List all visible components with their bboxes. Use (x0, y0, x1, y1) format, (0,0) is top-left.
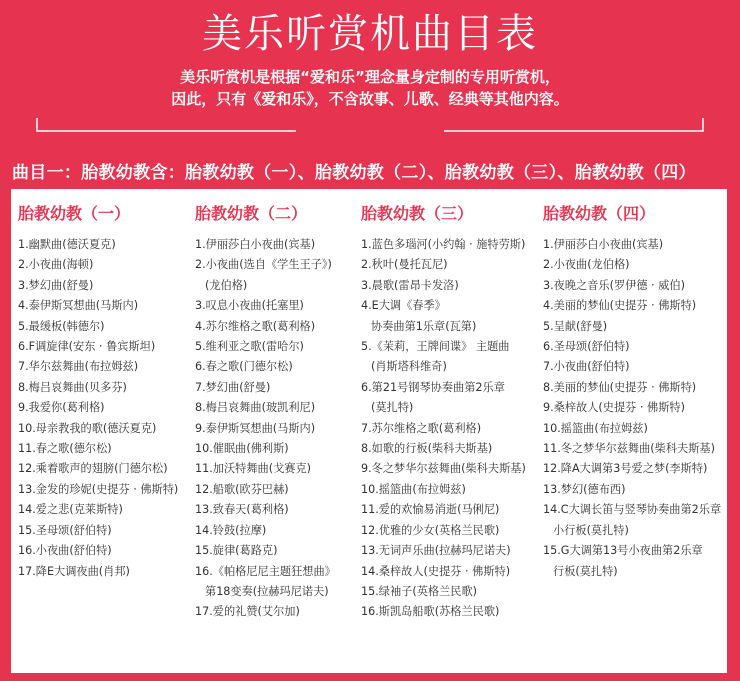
track-item: 第18变奏(拉赫玛尼诺夫) (205, 584, 329, 598)
track-item: 14.桑梓故人(史提芬 · 佛斯特) (361, 564, 511, 578)
track-item: 1.伊丽莎白小夜曲(宾基) (543, 238, 664, 251)
track-item: (莫扎特) (371, 401, 414, 415)
track-item: 8.美丽的梦仙(史提芬 · 佛斯特) (543, 380, 697, 394)
track-item: 7.梦幻曲(舒曼) (195, 380, 271, 394)
track-item: 12.降A大调第3号爱之梦(李斯特) (543, 462, 708, 476)
track-item: 3.晨歌(雷昂卡发洛) (361, 278, 459, 292)
track-item: 1.幽默曲(德沃夏克) (18, 238, 116, 251)
track-item: 2.小夜曲(海顿) (18, 258, 94, 272)
track-item: 1.伊丽莎白小夜曲(宾基) (195, 238, 316, 251)
track-item: 10.母亲教我的歌(德沃夏克) (18, 421, 157, 435)
track-item: 小行板(莫扎特) (553, 523, 629, 537)
track-list (195, 235, 360, 623)
track-item: 15.绿袖子(英格兰民歌) (361, 584, 478, 598)
track-item: 11.冬之梦华尔兹舞曲(柴科夫斯基) (543, 442, 715, 456)
track-item: 10.催眠曲(佛利斯) (195, 442, 289, 456)
track-item: 协奏曲第1乐章(瓦第) (371, 319, 477, 333)
track-item: 4.美丽的梦仙(史提芬 · 佛斯特) (543, 299, 697, 313)
track-item: 5.最缓板(韩德尔) (18, 319, 105, 333)
track-item: 3.梦幻曲(舒曼) (18, 278, 94, 292)
track-item: 14.C大调长笛与竖琴协奏曲第2乐章 (543, 503, 722, 517)
track-item: 12.船歌(欧芬巴赫) (195, 482, 289, 496)
track-item: 17.爱的礼赞(艾尔加) (195, 605, 300, 619)
section-heading: 曲目一：胎教幼教含：胎教幼教（一）、胎教幼教（二）、胎教幼教（三）、胎教幼教（四） (12, 163, 696, 183)
track-item: 8.如歌的行板(柴科夫斯基) (361, 442, 493, 456)
track-item: 行板(莫扎特) (553, 564, 618, 578)
track-item: 5.《茉莉，王牌间谍》 主题曲 (361, 340, 510, 354)
track-item: 9.泰伊斯冥想曲(马斯内) (195, 421, 316, 435)
track-item: 6.圣母颂(舒伯特) (543, 340, 630, 354)
track-item: 16.斯凯岛船歌(苏格兰民歌) (361, 605, 500, 619)
column-title: 胎教幼教（一） (18, 204, 131, 223)
track-item: 17.降E大调夜曲(肖邦) (18, 564, 130, 578)
track-item: 15.旋律(葛路克) (195, 544, 278, 558)
track-item: 7.小夜曲(舒伯特) (543, 360, 630, 374)
track-item: 9.我爱你(葛利格) (18, 401, 105, 415)
track-item: 16.小夜曲(舒伯特) (18, 544, 112, 558)
track-item: 15.圣母颂(舒伯特) (18, 523, 112, 537)
track-item: 15.G大调第13号小夜曲第2乐章 (543, 544, 703, 558)
track-item: 7.苏尔维格之歌(葛利格) (361, 421, 482, 435)
track-item: 2.秋叶(曼托瓦尼) (361, 258, 448, 272)
track-item: 4.E大调《春季》 (361, 299, 446, 313)
column-1 (18, 204, 193, 582)
track-item: 6.第21号钢琴协奏曲第2乐章 (361, 380, 505, 394)
track-item: 11.加沃特舞曲(戈赛克) (195, 462, 312, 476)
track-item: 11.爱的欢愉易消逝(马俐尼) (361, 503, 500, 517)
track-list (18, 235, 193, 582)
column-2 (195, 204, 360, 623)
track-item: 12.优雅的少女(英格兰民歌) (361, 523, 500, 537)
track-item: 2.小夜曲(选自《学生王子》) (195, 258, 332, 272)
track-item: 13.无词声乐曲(拉赫玛尼诺夫) (361, 544, 511, 558)
track-item: 6.春之歌(门德尔松) (195, 360, 293, 374)
column-title: 胎教幼教（三） (361, 204, 474, 223)
track-item: 5.呈献(舒曼) (543, 319, 608, 333)
track-item: 4.苏尔维格之歌(葛利格) (195, 319, 316, 333)
column-title: 胎教幼教（四） (543, 204, 656, 223)
track-list (543, 235, 725, 582)
page-title: 美乐听赏机曲目表 (202, 11, 538, 57)
description (0, 66, 740, 110)
track-item: 13.梦幻(德布西) (543, 482, 626, 496)
track-item: (龙伯格) (205, 278, 248, 292)
track-item: 8.梅吕哀舞曲(贝多芬) (18, 380, 127, 394)
column-4 (543, 204, 725, 582)
track-item: 14.爱之悲(克莱斯特) (18, 503, 123, 517)
track-item: 7.华尔兹舞曲(布拉姆兹) (18, 360, 139, 374)
track-item: 11.春之歌(德尔松) (18, 442, 112, 456)
track-item: 14.铃鼓(拉摩) (195, 523, 267, 537)
track-item: 5.维利亚之歌(雷哈尔) (195, 340, 304, 354)
track-item: 4.泰伊斯冥想曲(马斯内) (18, 299, 139, 313)
header (0, 0, 740, 150)
track-item: 13.致春天(葛利格) (195, 503, 289, 517)
track-item: 3.夜晚之音乐(罗伊德 · 威伯) (543, 278, 685, 292)
column-title: 胎教幼教（二） (195, 204, 308, 223)
decorative-bracket (36, 118, 704, 132)
track-item: 2.小夜曲(龙伯格) (543, 258, 630, 272)
track-item: 16.《帕格尼尼主题狂想曲》 (195, 564, 336, 578)
track-item: 9.桑梓故人(史提芬 · 佛斯特) (543, 401, 685, 415)
track-item: 10.摇篮曲(布拉姆兹) (361, 482, 466, 496)
description-line-2: 因此，只有《爱和乐》，不含故事、儿歌、经典等其他内容。 (171, 90, 569, 108)
track-item: 12.乘着歌声的翅膀(门德尔松) (18, 462, 168, 476)
track-list-panel (11, 189, 727, 673)
track-item: 8.梅吕哀舞曲(玻凯利尼) (195, 401, 316, 415)
track-item: 10.摇篮曲(布拉姆兹) (543, 421, 648, 435)
track-list (361, 235, 541, 623)
column-3 (361, 204, 541, 623)
track-item: 1.蓝色多瑙河(小约翰 · 施特劳斯) (361, 238, 526, 251)
track-item: 3.叹息小夜曲(托塞里) (195, 299, 304, 313)
track-item: 6.F调旋律(安东 · 鲁宾斯坦) (18, 340, 156, 354)
description-line-1: 美乐听赏机是根据“爱和乐”理念量身定制的专用听赏机， (180, 68, 560, 86)
track-item: 13.金发的珍妮(史提芬 · 佛斯特) (18, 482, 179, 496)
track-item: (肖斯塔科维奇) (371, 360, 447, 374)
track-item: 9.冬之梦华尔兹舞曲(柴科夫斯基) (361, 462, 526, 476)
